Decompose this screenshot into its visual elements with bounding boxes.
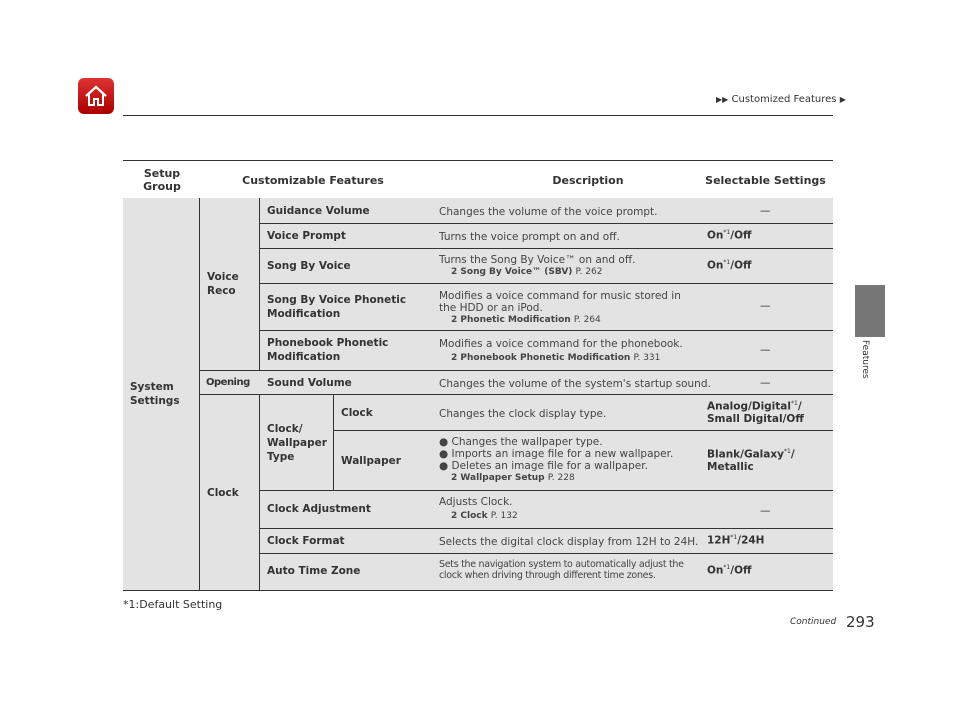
subgroup-clock-wallpaper-type: Clock/ Wallpaper Type <box>267 423 327 463</box>
reference-arrow-icon: 2 <box>451 473 458 483</box>
footnote-marker: *1 <box>784 448 791 455</box>
feature-guidance-volume: Guidance Volume <box>267 205 370 217</box>
divider <box>259 553 833 554</box>
subgroup-clock: Clock <box>207 487 239 499</box>
header-selectable-settings: Selectable Settings <box>705 174 826 187</box>
header-rule <box>123 115 833 116</box>
setting-phonebook-phonetic: — <box>760 344 771 356</box>
divider <box>333 430 833 431</box>
home-icon[interactable] <box>78 78 114 114</box>
feature-clock: Clock <box>341 407 373 419</box>
setting-value: Blank/Galaxy <box>707 448 784 461</box>
reference-title: Phonetic Modification <box>460 315 571 325</box>
setting-value: Small Digital/Off <box>707 412 804 425</box>
desc-text: Modifies a voice command for music stored in the HDD or an iPod. <box>439 290 681 314</box>
setting-sbv-phonetic: — <box>760 300 771 312</box>
footnote: *1:Default Setting <box>123 598 223 611</box>
bullet-item: ● Imports an image file for a new wallpaper. <box>439 448 674 460</box>
divider <box>199 394 833 395</box>
setting-sound-volume: — <box>760 377 771 389</box>
divider <box>259 394 260 590</box>
setting-clock-format <box>707 534 764 547</box>
group-system-settings: System Settings <box>130 381 180 407</box>
cross-reference[interactable] <box>451 266 635 278</box>
breadcrumb-arrow-icon: ▶▶ <box>716 95 729 104</box>
cross-reference[interactable] <box>451 510 518 522</box>
divider <box>259 223 833 224</box>
reference-title: Phonebook Phonetic Modification <box>460 353 631 363</box>
feature-sbv-phonetic: Song By Voice Phonetic Modification <box>267 294 407 320</box>
setting-voice-prompt <box>707 229 752 242</box>
breadcrumb-end-arrow-icon: ▶ <box>839 95 846 104</box>
bullet-item: ● Deletes an image file for a wallpaper. <box>439 460 648 472</box>
desc-clock-format: Selects the digital clock display from 12H to 24H. <box>439 536 699 548</box>
setting-auto-time-zone <box>707 564 752 577</box>
header-setup-group: Setup Group <box>143 167 181 193</box>
desc-sbv-phonetic <box>439 290 699 326</box>
setting-value: On <box>707 229 724 242</box>
reference-title: Wallpaper Setup <box>460 473 545 483</box>
bullet-text: Changes the wallpaper type. <box>451 436 603 448</box>
desc-wallpaper <box>439 436 673 484</box>
footnote-marker: *1 <box>723 229 731 236</box>
divider <box>259 248 833 249</box>
setting-value: /Off <box>730 229 752 242</box>
bullet-text: Deletes an image file for a wallpaper. <box>451 460 648 472</box>
section-tab-label: Features <box>860 340 870 379</box>
desc-voice-prompt: Turns the voice prompt on and off. <box>439 231 620 243</box>
feature-phonebook-phonetic: Phonebook Phonetic Modification <box>267 337 389 363</box>
setting-value: Analog/Digital <box>707 400 791 413</box>
desc-text: Modifies a voice command for the phonebook. <box>439 338 683 350</box>
reference-arrow-icon: 2 <box>451 315 458 325</box>
cross-reference[interactable] <box>451 314 699 326</box>
setting-guidance-volume: — <box>760 205 771 217</box>
setting-value: On <box>707 564 724 577</box>
reference-arrow-icon: 2 <box>451 353 458 363</box>
settings-table <box>123 198 833 591</box>
reference-arrow-icon: 2 <box>451 511 458 521</box>
desc-clock: Changes the clock display type. <box>439 408 607 420</box>
reference-page: P. 264 <box>573 315 601 325</box>
setting-clock-adjustment: — <box>760 505 771 517</box>
desc-sound-volume: Changes the volume of the system's startup sound. <box>439 378 711 390</box>
divider <box>333 394 334 490</box>
setting-value: /Off <box>730 564 752 577</box>
feature-clock-format: Clock Format <box>267 535 345 547</box>
setting-value: / <box>790 448 795 461</box>
footnote-marker: *1 <box>723 564 731 571</box>
breadcrumb-text[interactable]: Customized Features <box>731 94 837 105</box>
feature-voice-prompt: Voice Prompt <box>267 230 346 242</box>
page-number: 293 <box>846 613 875 631</box>
setting-wallpaper <box>707 448 795 473</box>
divider <box>199 370 833 371</box>
footnote-marker: *1 <box>730 534 738 541</box>
divider <box>259 330 833 331</box>
setting-value: 12H <box>707 534 731 547</box>
desc-guidance-volume: Changes the volume of the voice prompt. <box>439 206 658 218</box>
feature-sound-volume: Sound Volume <box>267 377 352 389</box>
reference-page: P. 228 <box>547 473 575 483</box>
desc-phonebook-phonetic <box>439 338 683 364</box>
house-glyph <box>83 83 109 109</box>
setting-value: On <box>707 259 724 272</box>
reference-page: P. 331 <box>633 353 661 363</box>
feature-clock-adjustment: Clock Adjustment <box>267 503 371 515</box>
divider <box>259 490 833 491</box>
cross-reference[interactable] <box>451 472 673 484</box>
subgroup-opening: Opening <box>206 377 250 388</box>
setting-value: Metallic <box>707 460 754 473</box>
reference-title: Song By Voice™ (SBV) <box>460 267 573 277</box>
bullet-text: Imports an image file for a new wallpaper. <box>451 448 674 460</box>
section-tab[interactable] <box>855 285 885 337</box>
header-description: Description <box>552 174 624 187</box>
continued-label: Continued <box>790 617 837 627</box>
footnote-marker: *1 <box>723 259 731 266</box>
bullet-item: ● Changes the wallpaper type. <box>439 436 603 448</box>
footnote-marker: *1 <box>791 400 798 407</box>
setting-value: / <box>797 400 802 413</box>
desc-text: Turns the Song By Voice™ on and off. <box>439 254 636 266</box>
divider <box>259 283 833 284</box>
setting-song-by-voice <box>707 259 752 272</box>
header-customizable-features: Customizable Features <box>242 174 384 187</box>
desc-clock-adjustment <box>439 496 518 522</box>
reference-title: Clock <box>460 511 488 521</box>
setting-value: /24H <box>737 534 765 547</box>
reference-page: P. 262 <box>575 267 603 277</box>
desc-text: Adjusts Clock. <box>439 496 513 508</box>
feature-wallpaper: Wallpaper <box>341 455 401 467</box>
feature-song-by-voice: Song By Voice <box>267 260 351 272</box>
breadcrumb[interactable] <box>716 94 846 105</box>
subgroup-voice-reco: Voice Reco <box>207 271 239 297</box>
feature-auto-time-zone: Auto Time Zone <box>267 565 361 577</box>
setting-value: /Off <box>730 259 752 272</box>
divider <box>259 528 833 529</box>
cross-reference[interactable] <box>451 352 683 364</box>
reference-arrow-icon: 2 <box>451 267 458 277</box>
desc-song-by-voice <box>439 254 635 278</box>
setting-clock <box>707 400 804 425</box>
table-header <box>123 160 833 200</box>
reference-page: P. 132 <box>490 511 518 521</box>
desc-auto-time-zone: Sets the navigation system to automatically adjust the clock when driving through different time zones. <box>439 559 684 581</box>
